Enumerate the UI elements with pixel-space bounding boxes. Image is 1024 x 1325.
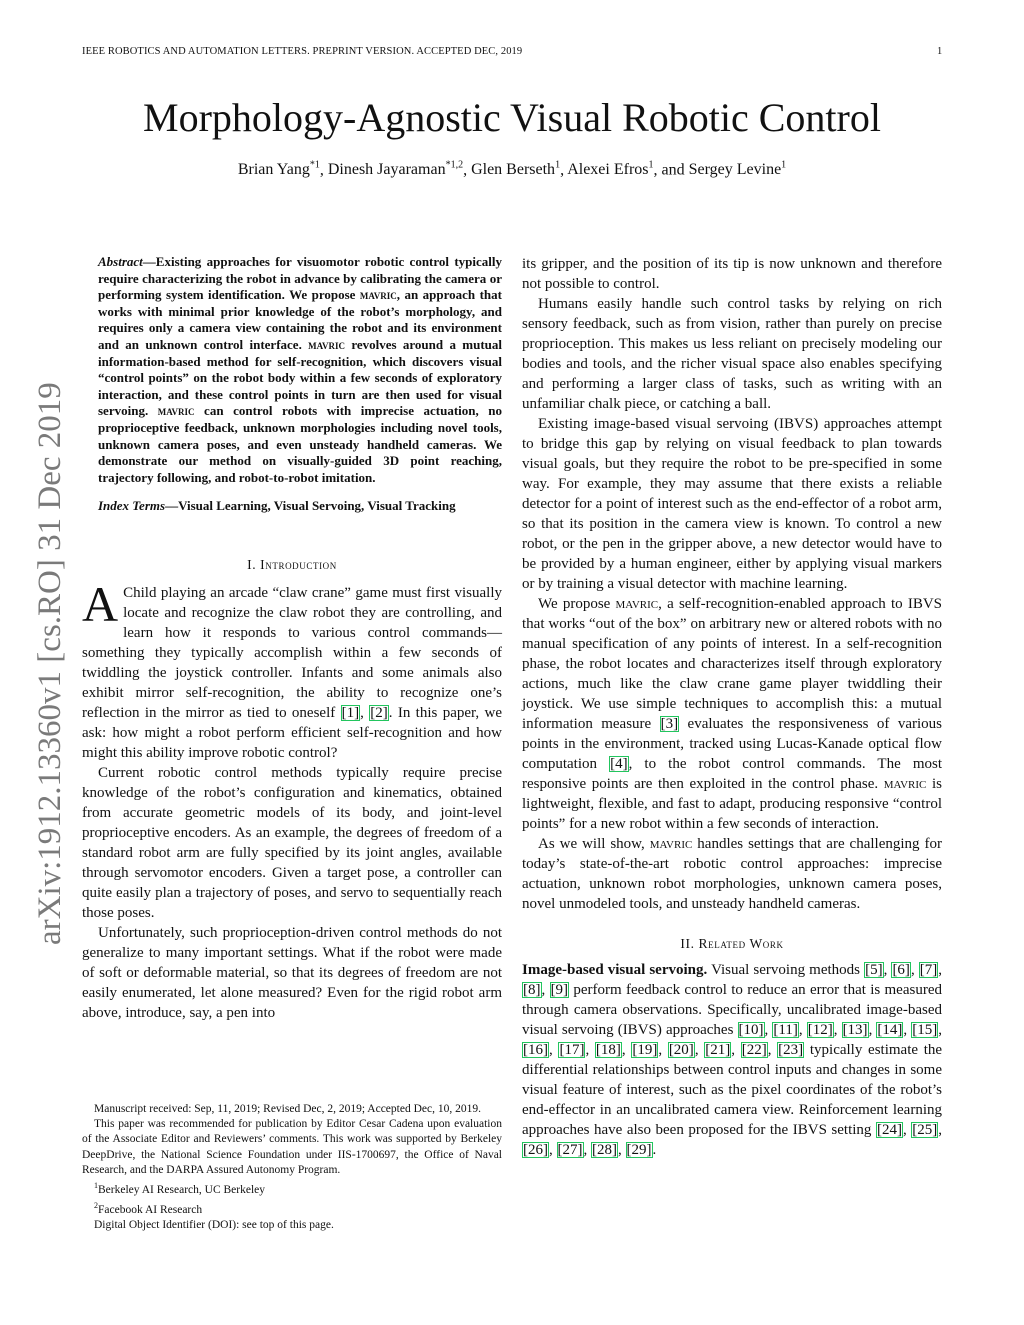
author-separator: ,	[463, 161, 472, 179]
author-name: Glen Berseth	[471, 161, 556, 179]
text-run: perform feedback control to reduce an error that is measured through camera observations. Specifically, uncalibrated image-based visual servoing (IBVS) approaches	[522, 982, 942, 1038]
text-run: Child playing an arcade “claw crane” game must first visually locate and recognize the claw robot they are controlling, and learn how it responds to various control commands—something they typically accomplish within a few seconds of twiddling the joystick controller. Infants and some animals also exhibit mirror self-recognition, the ability to recognize one’s reflection in the mirror as tied to oneself	[82, 584, 502, 721]
footnote-mark: 1	[94, 1181, 98, 1191]
text-run: can control robots with imprecise actuation, no proprioceptive feedback, unknown morphologies including novel tools, unknown camera poses, and even unsteady handheld cameras. We demonstrate our method on visually-guided 3D point reaching, trajectory following, and robot-to-robot imitation.	[98, 403, 502, 485]
index-terms-text: —Visual Learning, Visual Servoing, Visual Tracking	[165, 498, 456, 514]
author-list	[0, 160, 1024, 179]
footnote-mark: 2	[94, 1201, 98, 1211]
author-separator: , and	[653, 161, 689, 179]
method-name: mavric	[649, 836, 693, 852]
footnote-text: Facebook AI Research	[98, 1203, 203, 1216]
citation-link[interactable]: [29]	[626, 1142, 652, 1158]
text-run: Existing image-based visual servoing (IBVS) approaches attempt to bridge this gap by relying on visual feedback to plan towards visual goals, but they require the robot to be pre-specified in some way. For example, they may assume that there exists a reliable detector for a point of interest such as the end-effector of a robot arm, so that its position in the camera view is known. To control a new robot, or the pen in the gripper above, a new detector would have to be provided by a human engineer, either by applying visual markers or by training a visual detector with machine learning.	[522, 416, 942, 592]
author-affiliation-mark: 1	[555, 160, 561, 171]
right-column-body	[522, 254, 942, 914]
citation-link[interactable]: [19]	[632, 1042, 658, 1058]
method-name: mavric	[615, 596, 659, 612]
related-work-paragraph	[522, 960, 942, 1160]
drop-cap: A	[82, 575, 119, 632]
paragraph	[522, 834, 942, 914]
citation-link[interactable]: [13]	[842, 1022, 868, 1038]
introduction-body	[82, 575, 503, 1023]
text-run: ,	[621, 1042, 632, 1058]
author	[471, 161, 560, 178]
text-run: Humans easily handle such control tasks by relying on rich sensory feedback, such as from vision, rather than purely on precise proprioception. This makes us less reliant on precisely modeling our bodies and tools, and the richer visual space also enables specifying and performing a larger class of tasks, such as writing with an unfamiliar chalk piece, or catching a ball.	[522, 296, 942, 412]
citation-link[interactable]: [9]	[550, 982, 569, 998]
text-run: evaluates the responsiveness of various points in the environment, tracked using Lucas-Kanade optical flow computation	[522, 716, 942, 772]
author-name: Brian Yang	[237, 161, 310, 179]
paragraph	[82, 575, 503, 763]
text-run: handles settings that are challenging for today’s state-of-the-art robotic control approaches: imprecise actuation, unknown robot morphologies, unknown camera poses, novel unmodeled tools, and unsteady handheld cameras.	[522, 836, 942, 912]
citation-link[interactable]: [27]	[557, 1142, 583, 1158]
text-run: .	[652, 1142, 657, 1158]
footnote	[82, 1198, 502, 1218]
page-number: 1	[937, 46, 943, 57]
text-run: We propose	[538, 596, 616, 612]
author-affiliation-mark: *1,2	[445, 160, 464, 171]
citation-link[interactable]: [6]	[892, 962, 910, 978]
paragraph	[82, 923, 502, 1023]
citation-link[interactable]: [5]	[865, 962, 883, 978]
text-run: ,	[903, 1022, 912, 1038]
text-run: ,	[764, 1022, 773, 1038]
citation-link[interactable]: [4]	[610, 756, 628, 772]
text-run: Visual servoing methods	[707, 962, 865, 978]
text-run: ,	[868, 1022, 877, 1038]
footnote-text: Digital Object Identifier (DOI): see top of this page.	[94, 1219, 334, 1232]
text-run: ,	[938, 1022, 943, 1038]
index-terms-label: Index Terms	[98, 498, 166, 514]
text-run: ,	[731, 1042, 741, 1058]
text-run: is lightweight, flexible, and fast to adapt, producing responsive “control points” for a new robot within a few seconds of interaction.	[522, 776, 942, 832]
paragraph	[522, 294, 942, 414]
citation-link[interactable]: [15]	[912, 1022, 938, 1038]
paper-title: Morphology-Agnostic Visual Robotic Control	[143, 95, 881, 140]
text-run: . In this paper, we ask: how might a robot perform efficient self-recognition and how might this ability improve robotic control?	[82, 704, 503, 761]
method-name: mavric	[359, 287, 397, 303]
text-run: , a self-recognition-enabled approach to IBVS that works “out of the box” on arbitrary new or altered robots with no manual specification of any points of interest. In a self-recognition phase, the robot locates and characterizes itself through exploratory actions, much like the claw crane game player twiddling their joystick. We use simple techniques to accomplish this: a mutual information measure	[522, 596, 942, 732]
author-name: Sergey Levine	[688, 161, 782, 179]
citation-link[interactable]: [18]	[595, 1042, 621, 1058]
text-run: typically estimate the differential relationships between control inputs and changes in some visual feature of interest, such as the pixel coordinates of the robot’s end-effector in an uncalibrated camera view. Reinforcement learning approaches have also been proposed for the IBVS setting	[522, 1042, 943, 1138]
text-run: ,	[883, 962, 892, 978]
author-separator: ,	[319, 161, 328, 179]
citation-link[interactable]: [21]	[705, 1042, 731, 1058]
index-terms	[98, 498, 502, 515]
citation-link[interactable]: [12]	[807, 1022, 833, 1038]
arxiv-identifier-stamp: arXiv:1912.13360v1 [cs.RO] 31 Dec 2019	[32, 382, 68, 945]
section-heading-related-work: II. Related Work	[680, 936, 784, 951]
author-separator: ,	[560, 161, 568, 179]
citation-link[interactable]: [20]	[668, 1042, 694, 1058]
author-affiliation-mark: 1	[781, 160, 787, 171]
text-run: ,	[585, 1042, 595, 1058]
footnotes	[82, 1102, 502, 1233]
citation-link[interactable]: [25]	[912, 1122, 938, 1138]
text-run: ,	[910, 962, 919, 978]
citation-link[interactable]: [26]	[523, 1142, 548, 1158]
text-run: ,	[360, 704, 370, 721]
text-run: Unfortunately, such proprioception-driven control methods do not generalize to many important settings. What if the robot were made of soft or deformable material, so that its degrees of freedom are not easily enumerated, let alone measured? Even for the rigid robot arm above, introduce, say, a pen into	[82, 924, 502, 1021]
method-name: mavric	[883, 776, 927, 792]
footnote	[82, 1178, 502, 1198]
author	[567, 161, 653, 178]
citation-link[interactable]: [28]	[592, 1142, 617, 1158]
paragraph	[82, 763, 502, 923]
citation-link[interactable]: [22]	[741, 1042, 767, 1058]
citation-link[interactable]: [10]	[738, 1022, 764, 1038]
author-affiliation-mark: 1	[648, 160, 654, 171]
text-run: ,	[798, 1022, 807, 1038]
text-run: ,	[658, 1042, 668, 1058]
citation-link[interactable]: [17]	[559, 1042, 585, 1058]
footnote	[82, 1102, 502, 1117]
footnote-text: Berkeley AI Research, UC Berkeley	[98, 1183, 266, 1196]
text-run: Current robotic control methods typically require precise knowledge of the robot’s configuration and kinematics, obtained from accurate geometric models of its body, and joint-level proprioceptive encoders. As an example, the degrees of freedom of a standard robot arm are fully specified by its joint angles, available through servomotor encoders. Given a target pose, a controller can quite easily plan a trajectory of poses, and servo to sequentially reach those poses.	[82, 764, 502, 921]
citation-link[interactable]: [16]	[523, 1042, 548, 1058]
author-name: Alexei Efros	[567, 161, 649, 179]
paragraph	[522, 594, 942, 834]
text-run: —Existing approaches for visuomotor robotic control typically require characterizing the robot in advance by calibrating the camera or performing system identification. We propose	[98, 254, 502, 303]
footnote-text: Manuscript received: Sep, 11, 2019; Revised Dec, 2, 2019; Accepted Dec, 10, 2019.	[94, 1103, 481, 1115]
abstract	[98, 254, 502, 486]
citation-link[interactable]: [11]	[773, 1022, 798, 1038]
text-run: ,	[902, 1122, 912, 1138]
citation-link[interactable]: [24]	[876, 1122, 902, 1138]
section-heading-introduction: I. Introduction	[247, 556, 337, 572]
text-run: its gripper, and the position of its tip is now unknown and therefore not possible to control.	[522, 256, 942, 292]
footnote-text: This paper was recommended for publication by Editor Cesar Cadena upon evaluation of the Associate Editor and Reviewers’ comments. This work was supported by Berkeley DeepDrive, the National Science Foundation under IIS-1700697, the Office of Naval Research, and the DARPA Assured Autonomy Program.	[82, 1118, 502, 1176]
author	[238, 161, 320, 178]
citation-link[interactable]: [8]	[523, 982, 541, 998]
text-run: ,	[549, 1042, 559, 1058]
text-run: , an approach that works with minimal prior knowledge of the robot’s morphology, and requires only a camera view containing the robot and its environment and an unknown control interface.	[98, 287, 502, 352]
citation-link[interactable]: [2]	[370, 704, 388, 721]
citation-link[interactable]: [23]	[778, 1042, 804, 1058]
text-run: , to the robot control commands. The most responsive points are then exploited in the control phase.	[522, 756, 942, 792]
text-run: ,	[938, 962, 943, 978]
citation-link[interactable]: [14]	[877, 1022, 903, 1038]
method-name: mavric	[157, 403, 195, 419]
text-run: revolves around a mutual information-based method for self-recognition, which discovers visual “control points” on the robot body within a few seconds of exploratory interaction, and these control points in turn are then used for visual servoing.	[98, 336, 502, 419]
author	[689, 161, 787, 178]
abstract-label: Abstract	[98, 254, 143, 269]
text-run: ,	[767, 1042, 778, 1058]
author	[328, 161, 463, 178]
author-affiliation-mark: *1	[309, 160, 320, 171]
method-name: mavric	[308, 336, 345, 352]
citation-link[interactable]: [3]	[660, 716, 679, 732]
abstract-body	[98, 254, 502, 485]
footnote	[82, 1218, 502, 1233]
text-run: ,	[618, 1142, 626, 1158]
paragraph	[522, 414, 942, 594]
right-column	[522, 254, 942, 1160]
paragraph	[522, 254, 942, 294]
text-run: ,	[549, 1142, 557, 1158]
paragraph-run-in-heading: Image-based visual servoing.	[522, 962, 708, 978]
citation-link[interactable]: [1]	[341, 704, 360, 721]
text-run: ,	[694, 1042, 705, 1058]
running-head: IEEE ROBOTICS AND AUTOMATION LETTERS. PREPRINT VERSION. ACCEPTED DEC, 2019	[82, 46, 523, 57]
text-run: ,	[583, 1142, 591, 1158]
citation-link[interactable]: [7]	[919, 962, 938, 978]
text-run: ,	[541, 982, 550, 998]
left-column	[82, 254, 502, 1023]
footnote	[82, 1117, 502, 1178]
author-name: Dinesh Jayaraman	[327, 161, 446, 179]
text-run: ,	[833, 1022, 842, 1038]
text-run: ,	[938, 1122, 942, 1138]
text-run: As we will show,	[538, 836, 650, 852]
